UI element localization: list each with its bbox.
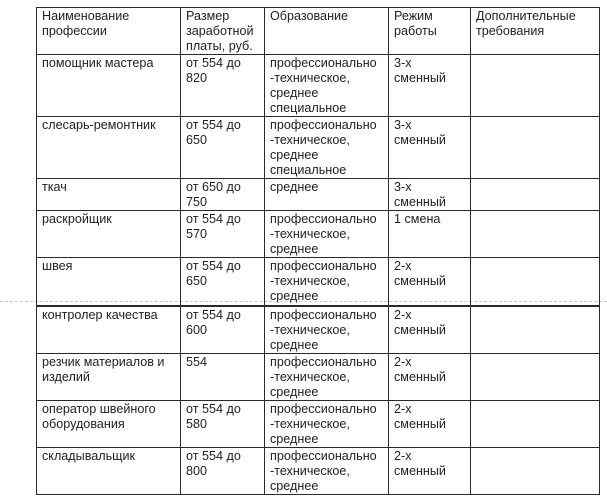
table-row: [37, 306, 600, 354]
cell-work-mode: 2-х сменный: [389, 400, 471, 447]
cell-work-mode: 3-х сменный: [389, 179, 471, 211]
cell-education: профессионально -техническое, среднее специальное: [265, 117, 389, 179]
cell-salary: от 554 до 800: [181, 447, 265, 494]
cell-work-mode: 2-х сменный: [389, 306, 471, 354]
table-header-row: [37, 8, 600, 55]
cell-salary: от 554 до 820: [181, 55, 265, 117]
cell-profession: раскройщик: [37, 211, 181, 258]
cell-profession: ткач: [37, 179, 181, 211]
cell-additional-requirements: [471, 258, 600, 306]
cell-additional-requirements: [471, 211, 600, 258]
cell-additional-requirements: [471, 447, 600, 494]
cell-education: профессионально -техническое, среднее: [265, 447, 389, 494]
cell-work-mode: 2-х сменный: [389, 258, 471, 306]
cell-education: профессионально -техническое, среднее: [265, 353, 389, 400]
cell-salary: от 554 до 600: [181, 306, 265, 354]
cell-additional-requirements: [471, 400, 600, 447]
header-additional-requirements: Дополнительные требования: [471, 8, 600, 55]
cell-education: среднее: [265, 179, 389, 211]
table-row: [37, 353, 600, 400]
cell-additional-requirements: [471, 353, 600, 400]
cell-salary: 554: [181, 353, 265, 400]
cell-salary: от 554 до 650: [181, 117, 265, 179]
table-row: [37, 179, 600, 211]
header-salary: Размер заработной платы, руб.: [181, 8, 265, 55]
cell-additional-requirements: [471, 306, 600, 354]
table-row: [37, 447, 600, 494]
cell-work-mode: 3-х сменный: [389, 55, 471, 117]
header-profession: Наименование профессии: [37, 8, 181, 55]
vacancy-table: [36, 7, 600, 495]
cell-salary: от 554 до 650: [181, 258, 265, 306]
cell-education: профессионально -техническое, среднее: [265, 306, 389, 354]
cell-additional-requirements: [471, 179, 600, 211]
cell-education: профессионально -техническое, среднее: [265, 258, 389, 306]
cell-work-mode: 3-х сменный: [389, 117, 471, 179]
cell-profession: швея: [37, 258, 181, 306]
cell-work-mode: 2-х сменный: [389, 353, 471, 400]
cell-salary: от 650 до 750: [181, 179, 265, 211]
cell-profession: резчик материалов и изделий: [37, 353, 181, 400]
table-row: [37, 117, 600, 179]
cell-profession: складывальщик: [37, 447, 181, 494]
cell-work-mode: 1 смена: [389, 211, 471, 258]
cell-salary: от 554 до 580: [181, 400, 265, 447]
cell-profession: оператор швейного оборудования: [37, 400, 181, 447]
cell-additional-requirements: [471, 117, 600, 179]
table-row: [37, 211, 600, 258]
header-education: Образование: [265, 8, 389, 55]
cell-salary: от 554 до 570: [181, 211, 265, 258]
cell-additional-requirements: [471, 55, 600, 117]
cell-profession: слесарь-ремонтник: [37, 117, 181, 179]
cell-profession: контролер качества: [37, 306, 181, 354]
header-work-mode: Режим работы: [389, 8, 471, 55]
cell-profession: помощник мастера: [37, 55, 181, 117]
table-row: [37, 55, 600, 117]
table-row: [37, 258, 600, 306]
cell-education: профессионально -техническое, среднее: [265, 400, 389, 447]
cell-education: профессионально -техническое, среднее специальное: [265, 55, 389, 117]
cell-education: профессионально -техническое, среднее: [265, 211, 389, 258]
cell-work-mode: 2-х сменный: [389, 447, 471, 494]
table-row: [37, 400, 600, 447]
